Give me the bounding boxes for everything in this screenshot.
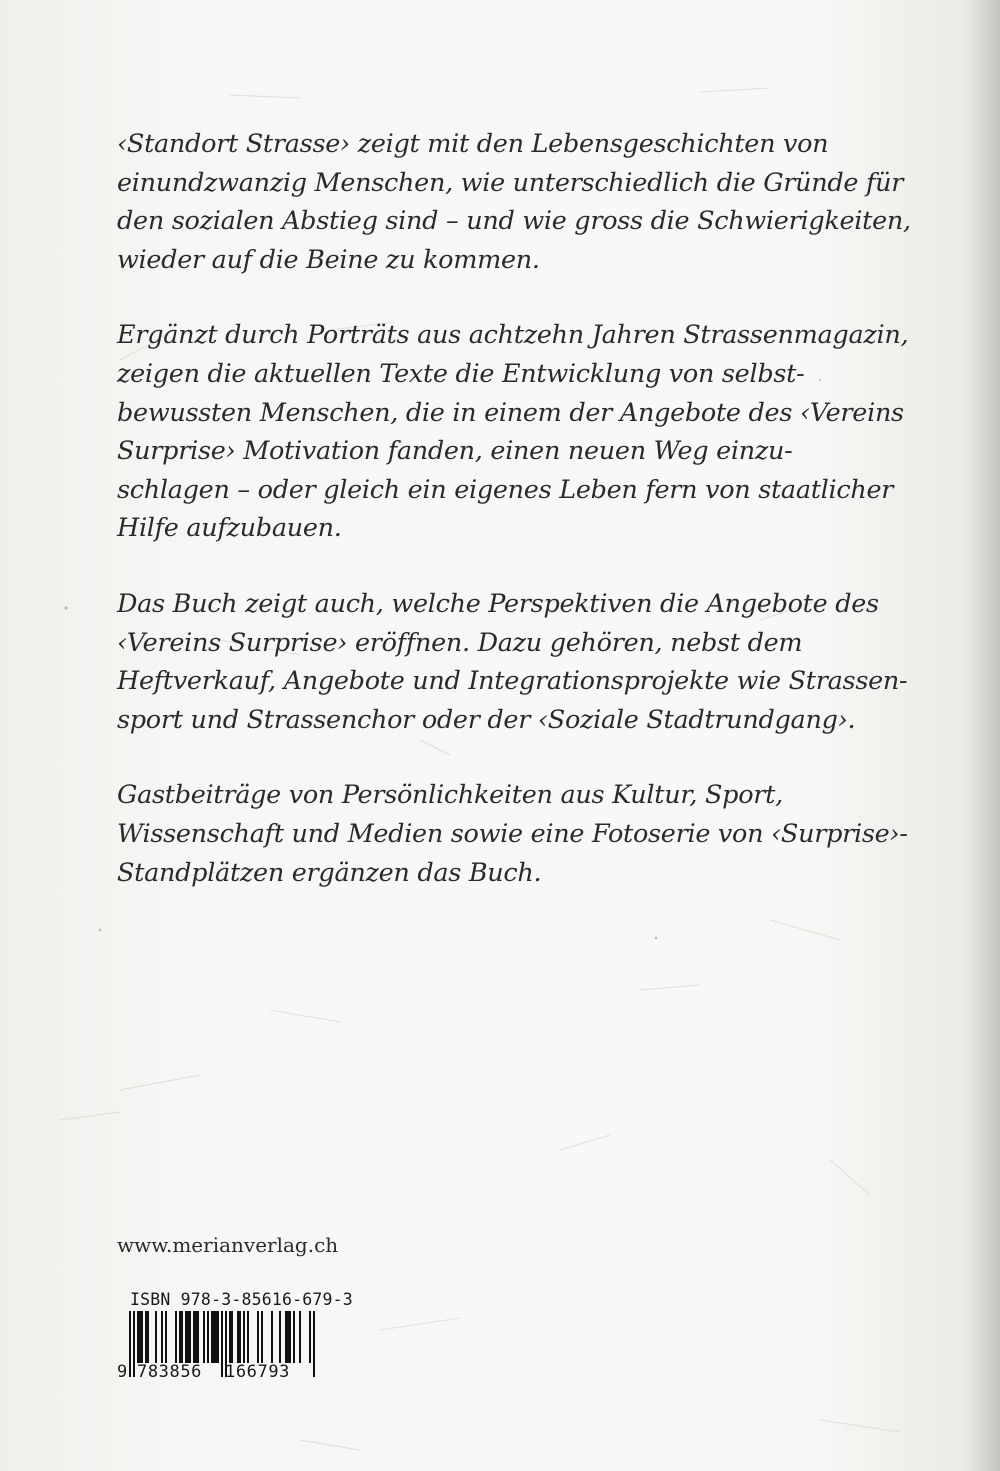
blurb-paragraph-3 [117, 585, 908, 739]
barcode-bar [293, 1311, 295, 1363]
barcode-bar [137, 1311, 139, 1363]
blurb-line: sport und Strassenchor oder der ‹Soziale Stadtrundgang›. [117, 704, 856, 735]
barcode-bar [203, 1311, 205, 1363]
blurb-line: Hilfe aufzubauen. [117, 513, 342, 544]
blurb-line: Surprise› Motivation fanden, einen neuen Weg einzu- [117, 436, 793, 467]
barcode-bar [237, 1311, 239, 1363]
barcode-bar [197, 1311, 199, 1363]
blurb-line: Standplätzen ergänzen das Buch. [117, 857, 542, 888]
barcode-bar [229, 1311, 231, 1363]
barcode-bar [165, 1311, 167, 1363]
blurb-line: bewussten Menschen, die in einem der Angebote des ‹Vereins [117, 397, 904, 428]
blurb-line: Ergänzt durch Porträts aus achtzehn Jahren Strassenmagazin, [117, 320, 909, 351]
blurb-line: Gastbeiträge von Persönlichkeiten aus Kultur, Sport, [117, 780, 783, 811]
barcode-bar [285, 1311, 287, 1363]
blurb-line: Heftverkauf, Angebote und Integrationsprojekte wie Strassen- [117, 666, 908, 697]
barcode-bar [139, 1311, 141, 1363]
blurb-line: zeigen die aktuellen Texte die Entwicklung von selbst- [117, 358, 805, 389]
barcode-bar [193, 1311, 195, 1363]
blurb-line: einundzwanzig Menschen, wie unterschiedlich die Gründe für [117, 167, 904, 198]
blurb-line: Wissenschaft und Medien sowie eine Fotoserie von ‹Surprise›- [117, 818, 908, 849]
barcode-bar [279, 1311, 281, 1363]
barcode-bar [185, 1311, 187, 1363]
barcode-guard-bar [133, 1311, 135, 1377]
barcode-guard-bar [221, 1311, 223, 1377]
barcode-guard-bar [313, 1311, 315, 1377]
blurb-line: schlagen – oder gleich ein eigenes Leben fern von staatlicher [117, 474, 894, 505]
barcode-bar [195, 1311, 197, 1363]
barcode-bar [309, 1311, 311, 1363]
barcode-bar [239, 1311, 241, 1363]
blurb-line: ‹Vereins Surprise› eröffnen. Dazu gehören, nebst dem [117, 627, 803, 658]
barcode-guard-bar [129, 1311, 131, 1377]
barcode-bar [145, 1311, 147, 1363]
blurb-paragraph-4 [117, 776, 908, 892]
barcode-bar [287, 1311, 289, 1363]
barcode-bar [179, 1311, 181, 1363]
barcode-bar [247, 1311, 249, 1363]
barcode-bar [261, 1311, 263, 1363]
barcode-bar [147, 1311, 149, 1363]
barcode-bar [213, 1311, 215, 1363]
barcode-bar [189, 1311, 191, 1363]
barcode-bar [207, 1311, 209, 1363]
barcode-bar [217, 1311, 219, 1363]
isbn-label: ISBN 978-3-85616-679-3 [130, 1290, 353, 1309]
ean-right-group: 166793 [225, 1362, 291, 1382]
blurb-paragraph-2 [117, 316, 909, 548]
ean-left-group: 783856 [137, 1362, 203, 1382]
barcode-bar [175, 1311, 177, 1363]
barcode-bar [187, 1311, 189, 1363]
blurb-line: wieder auf die Beine zu kommen. [117, 244, 540, 275]
blurb-line: Das Buch zeigt auch, welche Perspektiven die Angebote des [117, 588, 879, 619]
barcode-bar [141, 1311, 143, 1363]
barcode-bar [161, 1311, 163, 1363]
barcode-bar [211, 1311, 213, 1363]
barcode-bar [155, 1311, 157, 1363]
barcode-bar [243, 1311, 245, 1363]
barcode-bar [289, 1311, 291, 1363]
blurb-line: den sozialen Abstieg sind – und wie gross die Schwierigkeiten, [117, 206, 911, 237]
barcode-bar [231, 1311, 233, 1363]
blurb-line: ‹Standort Strasse› zeigt mit den Lebensgeschichten von [117, 129, 829, 159]
isbn-barcode-block [117, 1290, 353, 1410]
blurb-paragraph-1 [117, 125, 911, 279]
publisher-url[interactable]: www.merianverlag.ch [117, 1233, 339, 1257]
barcode-bar [215, 1311, 217, 1363]
ean-first-digit: 9 [117, 1362, 128, 1382]
barcode-bar [257, 1311, 259, 1363]
barcode-bar [299, 1311, 301, 1363]
blurb-text [117, 125, 911, 929]
barcode-bar [181, 1311, 183, 1363]
barcode-bar [271, 1311, 273, 1363]
